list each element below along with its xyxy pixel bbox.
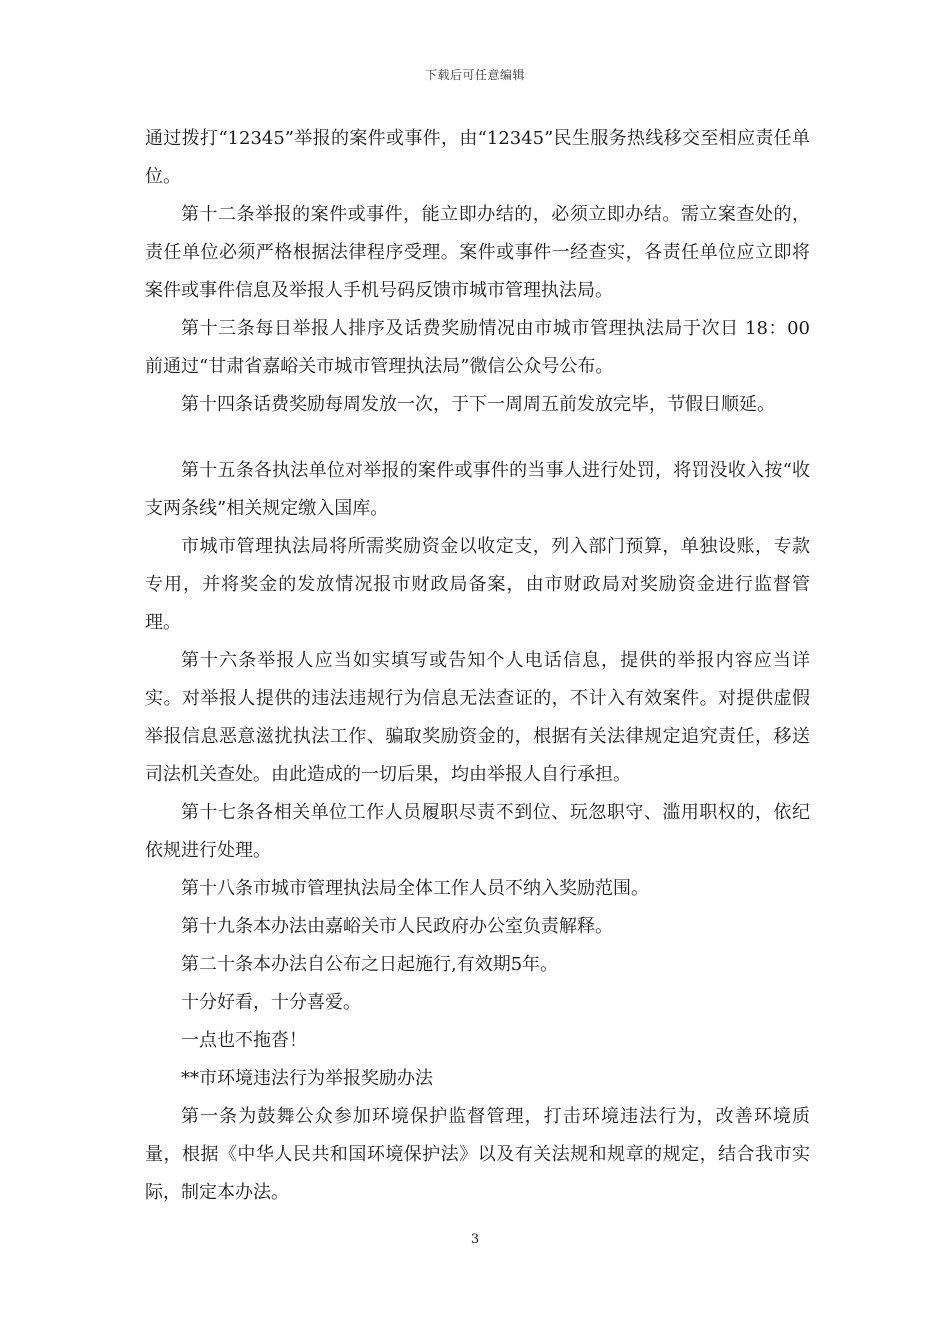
- paragraph-article-13: 第十三条每日举报人排序及话费奖励情况由市城市管理执法局于次日 18：00 前通过“甘肃省嘉峪关市城市管理执法局”微信公众号公布。: [145, 318, 810, 377]
- page-number: 3: [470, 1232, 480, 1247]
- paragraph-funding: 市城市管理执法局将所需奖励资金以收定支，列入部门预算，单独设账，专款专用，并将奖金的发放情况报市财政局备案，由市财政局对奖励资金进行监督管理。: [145, 536, 810, 633]
- paragraph-article-15: 第十五条各执法单位对举报的案件或事件的当事人进行处罚，将罚没收入按“收支两条线”相关规定缴入国库。: [145, 460, 810, 519]
- document-body: [145, 120, 810, 1212]
- paragraph-article-17: 第十七条各相关单位工作人员履职尽责不到位、玩忽职守、滥用职权的，依纪依规进行处理。: [145, 802, 810, 861]
- paragraph-article-12: 第十二条举报的案件或事件，能立即办结的，必须立即办结。需立案查处的，责任单位必须严格根据法律程序受理。案件或事件一经查实，各责任单位应立即将案件或事件信息及举报人手机号码反馈市城市管理执法局。: [145, 204, 810, 301]
- paragraph-article-18: 第十八条市城市管理执法局全体工作人员不纳入奖励范围。: [181, 878, 649, 899]
- paragraph-article-19: 第十九条本办法由嘉峪关市人民政府办公室负责解释。: [181, 916, 613, 937]
- paragraph-env-article-1: 第一条为鼓舞公众参加环境保护监督管理，打击环境违法行为，改善环境质量，根据《中华人民共和国环境保护法》以及有关法规和规章的规定，结合我市实际，制定本办法。: [145, 1106, 810, 1203]
- paragraph-comment-1: 十分好看，十分喜爱。: [181, 992, 361, 1013]
- paragraph-article-16: 第十六条举报人应当如实填写或告知个人电话信息，提供的举报内容应当详实。对举报人提供的违法违规行为信息无法查证的，不计入有效案件。对提供虚假举报信息恶意滋扰执法工作、骗取奖励资金的，根据有关法律规定追究责任，移送司法机关查处。由此造成的一切后果，均由举报人自行承担。: [145, 650, 810, 785]
- page-header: 下载后可任意编辑: [424, 68, 525, 82]
- paragraph-article-14: 第十四条话费奖励每周发放一次，于下一周周五前发放完毕，节假日顺延。: [181, 394, 775, 415]
- paragraph-hotline-transfer: 通过拨打“12345”举报的案件或事件，由“12345”民生服务热线移交至相应责任单位。: [145, 128, 810, 187]
- paragraph-comment-2: 一点也不拖沓！: [181, 1030, 307, 1051]
- section-title: **市环境违法行为举报奖励办法: [181, 1068, 433, 1089]
- paragraph-article-20: 第二十条本办法自公布之日起施行,有效期5年。: [181, 954, 559, 975]
